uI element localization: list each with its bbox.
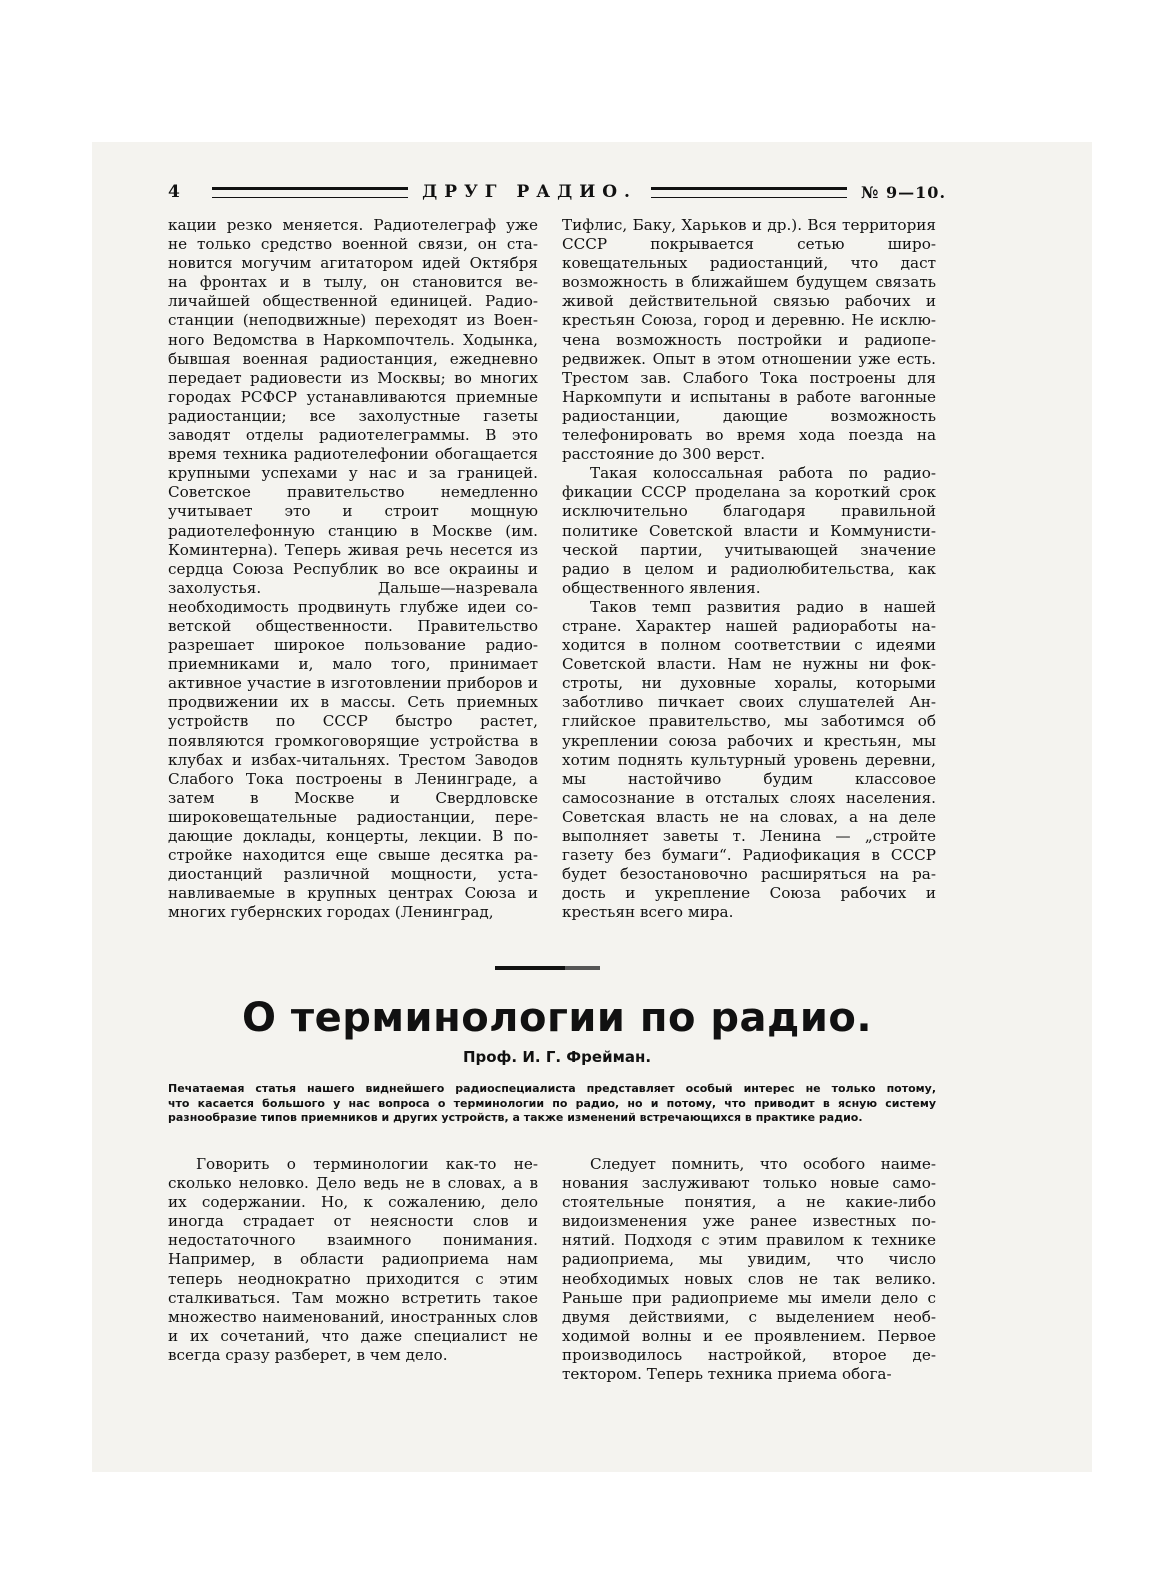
abstract-line: что касается большого у нас вопроса о терминологии по радио, но и потому, что приводит в ясную систему	[168, 1096, 936, 1110]
page-header	[168, 182, 946, 202]
article-left-column	[168, 1155, 538, 1365]
left-column	[168, 216, 538, 922]
header-rule-right	[651, 187, 847, 198]
paragraph: Такая колоссальная работа по радиофикации СССР проделана за короткий срок исключительно благодаря правильной политике Советской власти и Коммунистической партии, учитывающей значение радио в целом и радиолюбительства, как общественного явления.	[562, 464, 936, 597]
right-column	[562, 216, 936, 922]
abstract-line: Печатаемая статья нашего виднейшего радиоспециалиста представляет особый интерес не только потому,	[168, 1082, 936, 1095]
paragraph: Тифлис, Баку, Харьков и др.). Вся территория СССР покрывается сетью широковещательных радиостанций, что даст возможность в ближайшем будущем связать живой действительной связью рабочих и крестьян Союза, город и деревню. Не исключена возможность постройки и радиопередвижек. Опыт в этом отношении уже есть. Трестом зав. Слабого Тока построены для Наркомпути и испытаны в работе вагонные радиостанции, дающие возможность телефонировать во время хода поезда на расстояние до 300 верст.	[562, 216, 936, 464]
paragraph: Следует помнить, что особого наименования заслуживают только новые самостоятельные понятия, а не какие-либо видоизменения уже ранее известных понятий. Подходя с этим правилом к технике радиоприема, мы увидим, что число необходимых новых слов не так велико. Раньше при радиоприеме мы имели дело с двумя действиями, с выделением необходимой волны и ее проявлением. Первое производилось настройкой, второе детектором. Теперь техника приема обога-	[562, 1155, 936, 1384]
article-author: Проф. И. Г. Фрейман.	[462, 1048, 652, 1066]
paragraph: Таков темп развития радио в нашей стране. Характер нашей радиоработы находится в полном соответствии с идеями Советской власти. Нам не нужны ни фокстроты, ни духовные хоралы, которыми заботливо пичкает своих слушателей Английское правительство, мы заботимся об укреплении союза рабочих и крестьян, мы хотим поднять культурный уровень деревни, мы настойчиво будим классовое самосознание в отсталых слоях населения. Советская власть не на словах, а на деле выполняет заветы т. Ленина — „стройте газету без бумаги“. Радиофикация в СССР будет безостановочно расширяться на радость и укрепление Союза рабочих и крестьян всего мира.	[562, 597, 936, 922]
masthead-title: ДРУГ РАДИО.	[422, 182, 637, 202]
abstract-line: разнообразие типов приемников и других устройств, а также изменений встречающихся в практике радио.	[168, 1111, 863, 1124]
issue-number: № 9—10.	[861, 182, 947, 202]
page-number: 4	[168, 182, 180, 202]
paragraph: Говорить о терминологии как-то несколько неловко. Дело ведь не в словах, а в их содержании. Но, к сожалению, дело иногда страдает от неясности слов и недостаточного взаимного понимания. Например, в области радиоприема нам теперь неоднократно приходится с этим сталкиваться. Там можно встретить такое множество наименований, иностранных слов и их сочетаний, что даже специалист не всегда сразу разберет, в чем дело.	[168, 1155, 538, 1364]
article-right-column	[562, 1155, 936, 1384]
article-abstract	[168, 1082, 936, 1126]
header-rule-left	[212, 187, 408, 198]
paragraph: кации резко меняется. Радиотелеграф уже не только средство военной связи, он становится могучим агитатором идей Октября на фронтах и в тылу, он становится величайшей общественной единицей. Радиостанции (неподвижные) переходят из Военного Ведомства в Наркомпочтель. Ходынка, бывшая военная радиостанция, ежедневно передает радиовести из Москвы; во многих городах РСФСР устанавливаются приемные радиостанции; все захолустные газеты заводят отделы радиотелеграммы. В это время техника радиотелефонии обогащается крупными успехами у нас и за границей. Советское правительство немедленно учитывает это и строит мощную радиотелефонную станцию в Москве (им. Коминтерна). Теперь живая речь несется из сердца Союза Республик во все окраины и захолустья. Дальше—назревала необходимость продвинуть глубже идеи советской общественности. Правительство разрешает широкое пользование радиоприемниками и, мало того, принимает активное участие в изготовлении приборов и продвижении их в массы. Сеть приемных устройств по СССР быстро растет, появляются громкоговорящие устройства в клубах и избах-читальнях. Трестом Заводов Слабого Тока построены в Ленинграде, а затем в Москве и Свердловске широковещательные радиостанции, передающие доклады, концерты, лекции. В постройке находится еще свыше десятка радиостанций различной мощности, устанавливаемые в крупных центрах Союза и многих губернских городах (Ленинград,	[168, 216, 538, 922]
article-title: О терминологии по радио.	[241, 995, 873, 1041]
section-divider	[495, 966, 635, 970]
